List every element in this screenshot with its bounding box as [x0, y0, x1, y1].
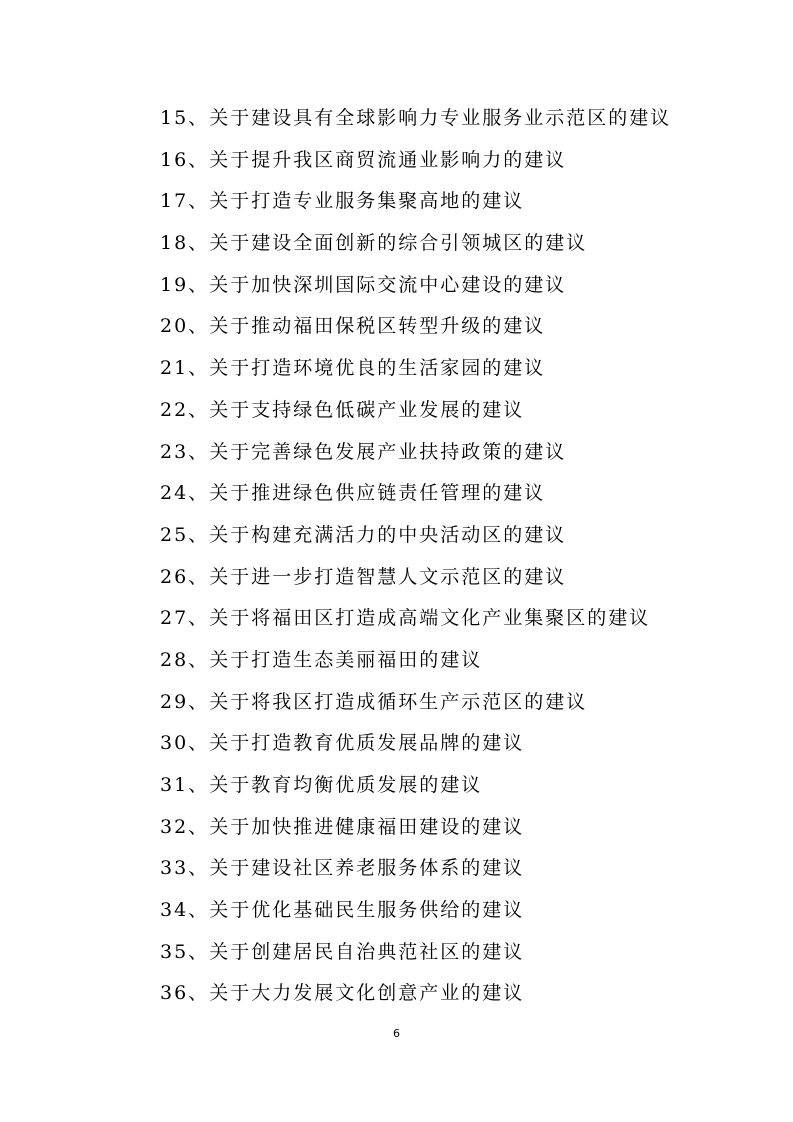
item-title: 关于打造生态美丽福田的建议: [209, 648, 483, 671]
proposal-list: [160, 98, 760, 1015]
item-title: 关于推进绿色供应链责任管理的建议: [209, 482, 546, 505]
list-item: [160, 765, 760, 807]
list-item: [160, 265, 760, 307]
item-title: 关于进一步打造智慧人文示范区的建议: [209, 565, 567, 588]
list-item: [160, 348, 760, 390]
item-number: 34、: [160, 899, 210, 922]
list-item: [160, 432, 760, 474]
list-item: [160, 473, 760, 515]
item-title: 关于打造专业服务集聚高地的建议: [209, 190, 525, 213]
item-number: 31、: [160, 774, 210, 796]
item-number: 17、: [160, 190, 210, 213]
item-number: 19、: [160, 273, 210, 296]
item-number: 26、: [160, 565, 210, 588]
list-item: [160, 723, 760, 765]
list-item: [160, 98, 760, 140]
item-number: 28、: [160, 648, 210, 671]
list-item: [160, 390, 760, 432]
item-number: 25、: [160, 523, 210, 546]
item-title: 关于打造环境优良的生活家园的建议: [209, 357, 546, 380]
list-item: [160, 223, 760, 265]
item-number: 24、: [160, 482, 210, 505]
item-title: 关于将福田区打造成高端文化产业集聚区的建议: [209, 607, 651, 630]
item-number: 35、: [160, 940, 210, 963]
list-item: [160, 932, 760, 974]
list-item: [160, 557, 760, 599]
item-title: 关于构建充满活力的中央活动区的建议: [209, 523, 567, 546]
item-number: 32、: [160, 815, 210, 838]
item-title: 关于优化基础民生服务供给的建议: [209, 899, 525, 922]
item-title: 关于教育均衡优质发展的建议: [209, 774, 483, 796]
item-title: 关于建设社区养老服务体系的建议: [209, 857, 525, 880]
list-item: [160, 515, 760, 557]
item-title: 关于完善绿色发展产业扶持政策的建议: [209, 440, 567, 463]
page-number: 6: [393, 1027, 400, 1040]
list-item: [160, 682, 760, 724]
item-title: 关于打造教育优质发展品牌的建议: [209, 732, 525, 755]
item-number: 29、: [160, 690, 210, 713]
item-title: 关于大力发展文化创意产业的建议: [209, 982, 525, 1005]
item-number: 21、: [160, 357, 210, 380]
item-title: 关于建设全面创新的综合引领城区的建议: [209, 232, 588, 255]
item-number: 30、: [160, 732, 210, 755]
item-title: 关于建设具有全球影响力专业服务业示范区的建议: [209, 107, 672, 129]
list-item: [160, 181, 760, 223]
item-number: 20、: [160, 315, 210, 338]
list-item: [160, 890, 760, 932]
list-item: [160, 848, 760, 890]
item-number: 36、: [160, 982, 210, 1005]
list-item: [160, 973, 760, 1015]
list-item: [160, 807, 760, 849]
item-title: 关于将我区打造成循环生产示范区的建议: [209, 690, 588, 713]
list-item: [160, 306, 760, 348]
item-title: 关于加快深圳国际交流中心建设的建议: [209, 273, 567, 296]
item-number: 23、: [160, 440, 210, 463]
item-title: 关于创建居民自治典范社区的建议: [209, 940, 525, 963]
item-number: 22、: [160, 398, 210, 421]
item-number: 33、: [160, 857, 210, 880]
list-item: [160, 140, 760, 182]
item-number: 18、: [160, 232, 210, 255]
item-title: 关于加快推进健康福田建设的建议: [209, 815, 525, 838]
item-number: 16、: [160, 148, 210, 171]
list-item: [160, 640, 760, 682]
item-title: 关于支持绿色低碳产业发展的建议: [209, 398, 525, 421]
list-item: [160, 598, 760, 640]
item-title: 关于提升我区商贸流通业影响力的建议: [209, 148, 567, 171]
item-title: 关于推动福田保税区转型升级的建议: [209, 315, 546, 338]
item-number: 27、: [160, 607, 210, 630]
item-number: 15、: [160, 107, 210, 129]
